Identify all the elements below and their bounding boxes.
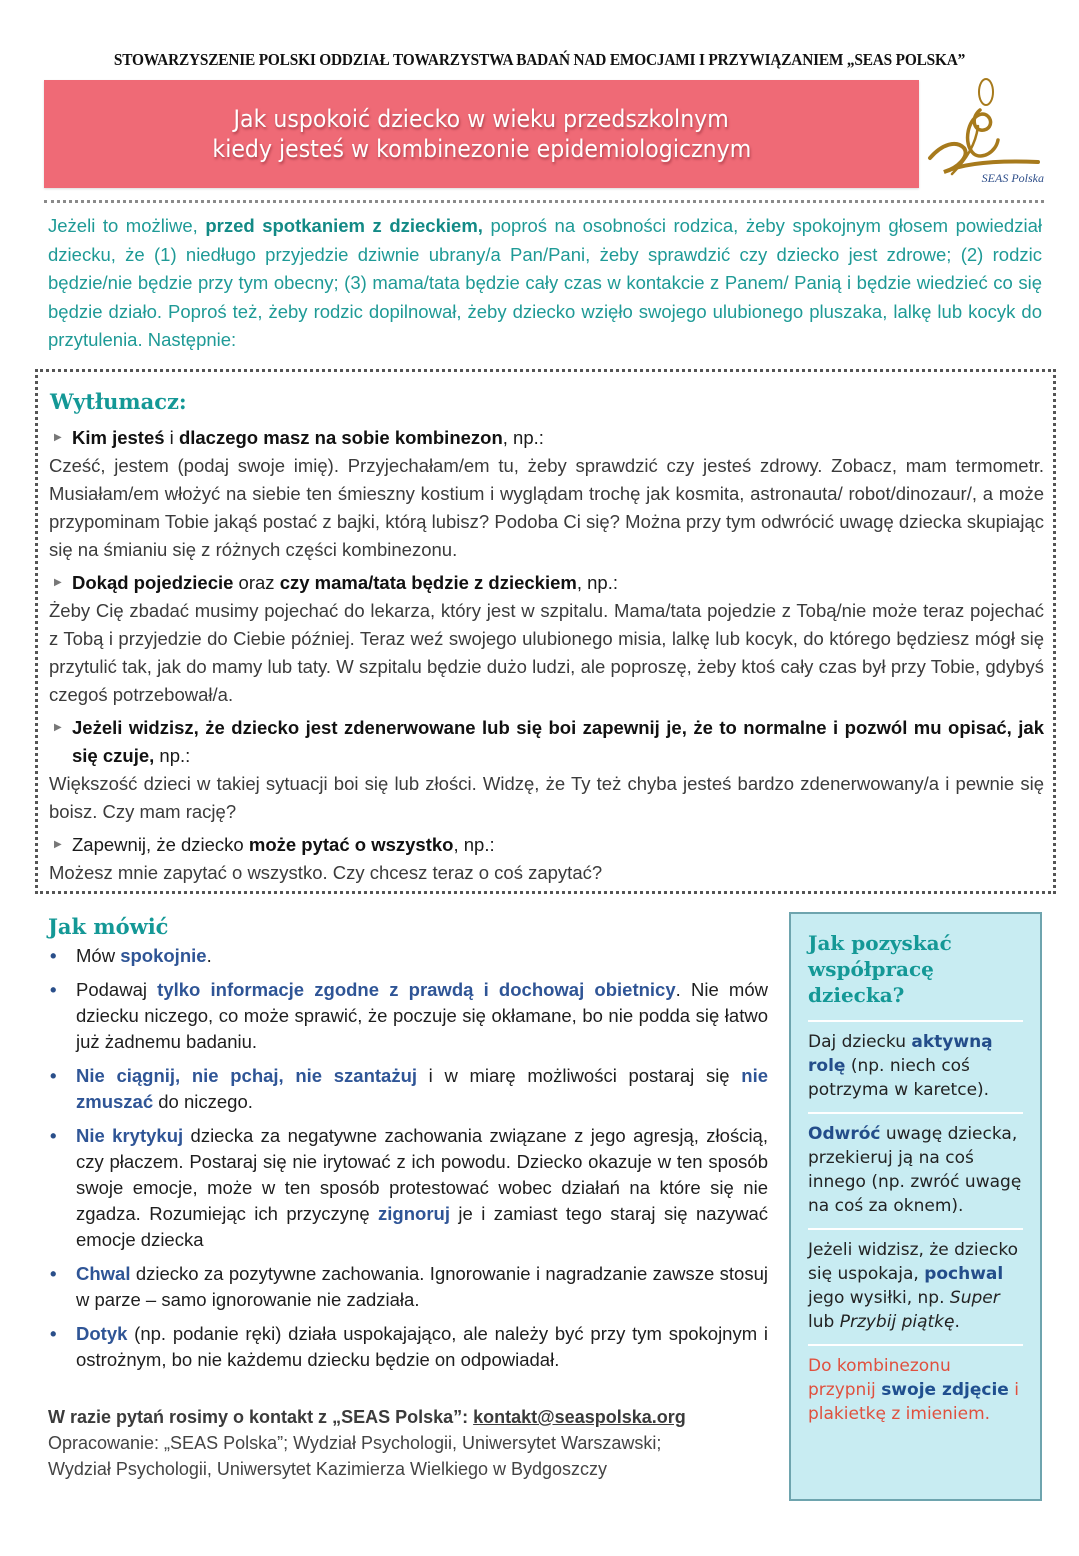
explain-item-heading xyxy=(49,714,1044,770)
tip-text: jego wysiłki, np. xyxy=(808,1288,950,1308)
tip-text: . xyxy=(954,1312,960,1332)
heading-text: oraz xyxy=(233,572,280,593)
item-text: . Nie mów dziecku niczego, co może sprawić, że poczuje się okłamane, bo nie podda się łatwo już żadnemu badaniu. xyxy=(76,979,768,1052)
item-text: (np. podanie ręki) działa uspokajająco, ale należy być przy tym spokojnym i ostrożnym, bo nie każdemu dziecku będzie on odpowiadał. xyxy=(76,1323,768,1370)
list-item xyxy=(48,977,768,1055)
heading-text: np.: xyxy=(154,745,191,766)
heading-text: , np.: xyxy=(576,572,618,593)
list-item xyxy=(48,1063,768,1115)
sidebar-tip-photo xyxy=(808,1344,1023,1436)
item-text: do niczego. xyxy=(153,1091,253,1112)
bullet-icon: • xyxy=(50,979,57,1000)
heading-text: , np.: xyxy=(453,834,495,855)
tip-italic: Super xyxy=(949,1288,1000,1308)
item-emphasis: zignoruj xyxy=(378,1203,450,1224)
how-to-talk-section xyxy=(48,914,768,1381)
triangle-bullet-icon: ▶ xyxy=(54,839,62,850)
explain-item-heading xyxy=(49,569,1044,597)
list-item xyxy=(48,943,768,969)
bullet-icon: • xyxy=(50,1065,57,1086)
list-item xyxy=(48,1321,768,1373)
bullet-icon: • xyxy=(50,1323,57,1344)
tip-italic: Przybij piątkę xyxy=(839,1312,955,1332)
explain-item-heading xyxy=(49,424,1044,452)
heading-bold: Dokąd pojedziecie xyxy=(72,572,234,593)
item-text: Podawaj xyxy=(76,979,158,1000)
credits-line-1: Opracowanie: „SEAS Polska”; Wydział Psychologii, Uniwersytet Warszawski; xyxy=(48,1433,662,1453)
sidebar-tip xyxy=(808,1112,1023,1228)
item-emphasis: Chwal xyxy=(76,1263,131,1284)
email-link[interactable]: kontakt@seaspolska.org xyxy=(473,1407,686,1427)
how-to-talk-list xyxy=(48,943,768,1373)
triangle-bullet-icon: ▶ xyxy=(54,722,62,733)
logo-text: SEAS Polska xyxy=(981,171,1044,185)
item-text: dziecka za negatywne zachowania związane z jego agresją, złością, czy płaczem. Postaraj się nie irytować z ich powodu. Dziecko okazuje w ten sposób swoje emocje, może w ten sposób protestować wobec działań na które się nie zgadza. Rozumiejąc ich przyczynę xyxy=(76,1125,768,1224)
explain-section xyxy=(35,369,1056,894)
footer xyxy=(48,1404,778,1482)
intro-text: Jeżeli to możliwe, xyxy=(48,215,206,236)
heading-bold: dlaczego masz na sobie kombinezon xyxy=(178,427,503,448)
item-emphasis: spokojnie xyxy=(120,945,207,966)
tip-text: Jeżeli widzisz, że dziecko się uspokaja, xyxy=(808,1240,1019,1284)
title-line-2: kiedy jesteś w kombinezonie epidemiologicznym xyxy=(212,135,751,163)
item-emphasis: Nie krytykuj xyxy=(76,1125,184,1146)
explain-item-heading xyxy=(49,831,1044,859)
intro-emphasis: przed spotkaniem z dzieckiem, xyxy=(205,215,483,236)
explain-item-example: Cześć, jestem (podaj swoje imię). Przyjechałam/em tu, żeby sprawdzić czy jesteś zdrowy. Zobacz, mam termometr. Musiałam/em włożyć na siebie ten śmieszny kostium i wyglądam trochę jak kosmita, astronauta/ robot/dinozaur/, a może przypominam Tobie jakąś postać z bajki, którą lubisz? Podoba Ci się? Można przy tym odwrócić uwagę dziecka skupiając się na śmianiu się z różnych części kombinezonu. xyxy=(49,455,1044,560)
sidebar-title: Jak pozyskać współpracę dziecka? xyxy=(808,931,952,1007)
explain-item-example: Żeby Cię zbadać musimy pojechać do lekarza, który jest w szpitalu. Mama/tata pojedzie z Tobą/nie może teraz pojechać z Tobą i przyjedzie do Ciebie później. Teraz weź swojego ulubionego misia, lalkę lub kocyk, do którego będziesz mógł się przytulić tak, jak do mamy lub taty. W szpitalu będzie dużo ludzi, ale poproszę, żeby ktoś cały czas był przy Tobie, gdybyś czegoś potrzebował/a. xyxy=(49,600,1044,705)
org-header: STOWARZYSZENIE POLSKI ODDZIAŁ TOWARZYSTWA BADAŃ NAD EMOCJAMI I PRZYWIĄZANIEM „SEAS POLSKA” xyxy=(113,50,966,69)
heading-bold: może pytać o wszystko xyxy=(248,834,454,855)
tip-emphasis: pochwal xyxy=(924,1264,1004,1284)
heading-text: , np.: xyxy=(502,427,544,448)
triangle-bullet-icon: ▶ xyxy=(54,577,62,588)
tip-emphasis: swoje zdjęcie xyxy=(881,1380,1009,1400)
heading-text: Zapewnij, że dziecko xyxy=(72,834,249,855)
item-emphasis: tylko informacje zgodne z prawdą i dochowaj obietnicy xyxy=(157,979,676,1000)
sidebar-tip xyxy=(808,1228,1023,1344)
intro-separator xyxy=(44,200,1044,203)
bullet-icon: • xyxy=(50,1263,57,1284)
item-text: Mów xyxy=(76,945,121,966)
item-text: i w miarę możliwości postaraj się xyxy=(417,1065,742,1086)
tip-text: lub xyxy=(808,1312,840,1332)
item-emphasis: Nie ciągnij, nie pchaj, nie szantażuj xyxy=(76,1065,418,1086)
heading-text: i xyxy=(164,427,179,448)
item-text: . xyxy=(206,945,212,966)
tip-emphasis: aktywną rolę xyxy=(808,1032,993,1076)
contact-text: W razie pytań rosimy o kontakt z „SEAS Polska”: xyxy=(48,1407,474,1427)
explain-item-example: Możesz mnie zapytać o wszystko. Czy chcesz teraz o coś zapytać? xyxy=(49,862,603,883)
intro-text-rest: poproś na osobności rodzica, żeby spokojnym głosem powiedział dziecku, że (1) niedługo przyjedzie dziwnie ubrany/a Pan/Pani, żeby sprawdzić czy dziecko jest zdrowe; (2) rodzic będzie/nie będzie przy tym obecny; (3) mama/tata będzie cały czas w kontakcie z Panem/ Panią i będzie wiedzieć co się będzie działo. Poproś też, żeby rodzic dopilnował, żeby dziecko wzięło swojego ulubionego pluszaka, lalkę lub kocyk do przytulenia. Następnie: xyxy=(48,215,1042,350)
heading-bold: Kim jesteś xyxy=(72,427,165,448)
bullet-icon: • xyxy=(50,1125,57,1146)
tip-text: i plakietkę z imieniem. xyxy=(808,1380,1019,1424)
triangle-bullet-icon: ▶ xyxy=(54,432,62,443)
heading-bold: Jeżeli widzisz, że dziecko jest zdenerwowane lub się boi zapewnij je, że to normalne i pozwól mu opisać, jak się czuje, xyxy=(72,717,1044,766)
explain-item xyxy=(49,714,1044,826)
explain-list xyxy=(49,424,1044,892)
contact-line xyxy=(48,1404,778,1430)
tip-text: Daj dziecku xyxy=(808,1032,912,1052)
tip-text: Do kombinezonu przypnij xyxy=(808,1356,951,1400)
explain-title: Wytłumacz: xyxy=(50,389,187,414)
seas-logo xyxy=(922,74,1052,192)
sidebar-tip xyxy=(808,1020,1023,1112)
item-text: dziecko za pozytywne zachowania. Ignorowanie i nagradzanie zawsze stosuj w parze – samo ignorowanie nie zadziała. xyxy=(76,1263,768,1310)
intro-paragraph xyxy=(48,212,1042,355)
item-text: je i zamiast tego staraj się nazywać emocje dziecka xyxy=(76,1203,768,1250)
tip-text: (np. niech coś potrzyma w karetce). xyxy=(808,1056,990,1100)
tip-text: uwagę dziecka, przekieruj ją na coś innego (np. zwróć uwagę na coś za oknem). xyxy=(808,1124,1022,1216)
title-banner xyxy=(44,80,919,188)
title-line-1: Jak uspokoić dziecko w wieku przedszkolnym xyxy=(233,105,730,133)
heading-bold: czy mama/tata będzie z dzieckiem xyxy=(279,572,577,593)
list-item xyxy=(48,1123,768,1253)
credits-line-2: Wydział Psychologii, Uniwersytet Kazimierza Wielkiego w Bydgoszczy xyxy=(48,1459,608,1479)
bullet-icon: • xyxy=(50,945,57,966)
explain-item-example: Większość dzieci w takiej sytuacji boi się lub złości. Widzę, że Ty też chyba jesteś bardzo zdenerwowany/a i pewnie się boisz. Czy mam rację? xyxy=(49,773,1044,822)
explain-item xyxy=(49,831,1044,887)
item-emphasis: nie zmuszać xyxy=(76,1065,768,1112)
explain-item xyxy=(49,569,1044,709)
item-emphasis: Dotyk xyxy=(76,1323,128,1344)
how-to-talk-title: Jak mówić xyxy=(48,914,169,939)
explain-item xyxy=(49,424,1044,564)
tip-emphasis: Odwróć xyxy=(808,1124,881,1144)
cooperation-sidebar xyxy=(789,912,1042,1501)
list-item xyxy=(48,1261,768,1313)
